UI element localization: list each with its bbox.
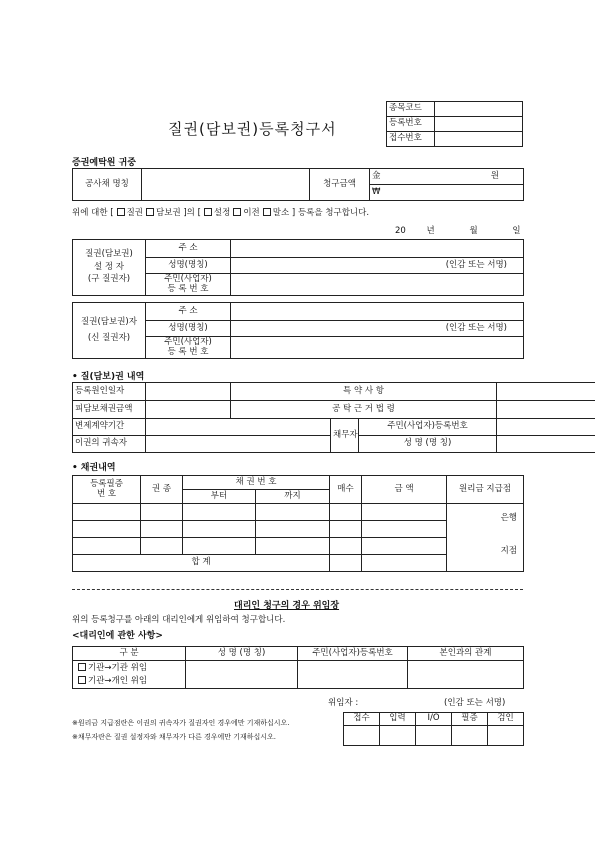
id-label-line: 주민(사업자) — [164, 337, 212, 348]
debtor-id-label: 주민(사업자)등록번호 — [359, 419, 497, 436]
cell[interactable] — [73, 504, 141, 521]
cell[interactable] — [330, 521, 362, 538]
pledgor-label — [73, 240, 146, 296]
pledgor-seal-label: (인감 또는 서명) — [445, 259, 507, 270]
pledgor-address-field[interactable] — [231, 240, 524, 258]
secured-amount-field[interactable] — [146, 401, 231, 419]
office-cell[interactable] — [344, 726, 380, 746]
pledgee-seal-label: (인감 또는 서명) — [445, 322, 507, 333]
pledgee-label — [73, 303, 146, 359]
amount-text-field[interactable] — [370, 169, 524, 185]
cell[interactable] — [256, 504, 330, 521]
cell[interactable] — [183, 521, 256, 538]
office-col-input: 입력 — [380, 713, 416, 726]
checkbox-security[interactable] — [146, 208, 154, 216]
cell[interactable] — [256, 521, 330, 538]
pledge-details-table — [72, 382, 595, 453]
to-header: 까지 — [256, 490, 330, 504]
checkbox-pledge[interactable] — [117, 208, 125, 216]
checkbox[interactable] — [78, 676, 86, 684]
coupon-owner-label: 이권의 귀속자 — [73, 436, 146, 453]
cell[interactable] — [73, 538, 141, 555]
office-col-cert: 필증 — [452, 713, 488, 726]
delegator-seal-label: (인감 또는 서명) — [444, 698, 506, 708]
amount-text-suffix: 원 — [490, 170, 499, 181]
debtor-label: 채무자 — [331, 419, 359, 453]
divider — [72, 589, 523, 590]
proxy-id-field[interactable] — [298, 661, 408, 689]
pledgor-address-label: 주 소 — [146, 240, 231, 258]
cell[interactable] — [362, 504, 447, 521]
office-cell[interactable] — [416, 726, 452, 746]
repay-period-label: 변제계약기간 — [73, 419, 146, 436]
deposit-law-label: 공 탁 근 거 법 령 — [231, 401, 497, 419]
proxy-col-type: 구 분 — [73, 647, 186, 661]
request-text: 위에 대한 [ — [72, 208, 114, 218]
cell[interactable] — [330, 538, 362, 555]
pay-place-field[interactable] — [447, 504, 524, 572]
date-month: 월 — [469, 226, 478, 236]
table-row — [73, 504, 524, 521]
pledgor-table — [72, 239, 524, 296]
office-cell[interactable] — [380, 726, 416, 746]
meta-table — [386, 101, 523, 147]
proxy-relation-field[interactable] — [408, 661, 524, 689]
pledgee-name-field[interactable] — [231, 321, 524, 337]
secured-amount-label: 피담보채권금액 — [73, 401, 146, 419]
reg-cert-no-header — [73, 476, 141, 504]
office-table — [343, 712, 524, 746]
pledgee-table — [72, 302, 524, 359]
pledge-section-title: • 질(담보)권 내역 — [72, 369, 144, 382]
header-line: 번 호 — [96, 488, 117, 499]
option-label: 담보권 — [156, 208, 181, 218]
cell[interactable] — [73, 521, 141, 538]
reg-cause-date-field[interactable] — [146, 383, 231, 401]
bank-label: 은행 — [500, 513, 518, 523]
office-cell[interactable] — [452, 726, 488, 746]
checkbox-transfer[interactable] — [233, 208, 241, 216]
option-label: 이전 — [243, 208, 260, 218]
meta-value-reg-no[interactable] — [435, 117, 523, 132]
office-col-stamp: 검인 — [488, 713, 524, 726]
amount-num-prefix: ₩ — [372, 186, 381, 197]
meta-label: 종목코드 — [387, 102, 435, 117]
repay-period-field[interactable] — [146, 419, 331, 436]
pledgee-address-label: 주 소 — [146, 303, 231, 321]
pledgee-name-label: 성명(명칭) — [146, 321, 231, 337]
date-day: 일 — [512, 226, 521, 236]
date-line — [395, 224, 521, 236]
request-text: ] 등록을 청구합니다. — [291, 208, 370, 218]
deposit-law-field[interactable] — [497, 401, 595, 419]
proxy-title: 대리인 청구의 경우 위임장 — [234, 601, 340, 611]
pledgor-label-line: 질권(담보권) — [85, 249, 133, 260]
pledgee-id-label — [146, 337, 231, 359]
amount-num-field[interactable] — [370, 185, 524, 201]
cell[interactable] — [362, 521, 447, 538]
bond-name-field[interactable] — [142, 169, 310, 201]
count-header: 매수 — [330, 476, 362, 504]
pledgee-address-field[interactable] — [231, 303, 524, 321]
option-label: 설정 — [213, 208, 231, 218]
debtor-name-label: 성 명 (명 칭) — [359, 436, 497, 453]
checkbox-cancel[interactable] — [263, 208, 271, 216]
pledgor-id-label — [146, 274, 231, 296]
proxy-subtitle: <대리인에 관한 사항> — [72, 631, 163, 641]
option-label: 질권 — [126, 208, 144, 218]
claim-amount-label: 청구금액 — [310, 169, 370, 201]
bond-no-header: 채 권 번 호 — [183, 476, 330, 490]
cell[interactable] — [141, 521, 183, 538]
pledgor-name-field[interactable] — [231, 258, 524, 274]
proxy-table — [72, 646, 524, 689]
date-year: 년 — [426, 226, 435, 236]
document-title: 질권(담보권)등록청구서 — [168, 120, 337, 138]
total-label: 합 계 — [73, 555, 330, 572]
cell[interactable] — [362, 538, 447, 555]
option-label: 기관→기관 위임 — [88, 663, 148, 674]
proxy-name-field[interactable] — [186, 661, 298, 689]
meta-label: 등록번호 — [387, 117, 435, 132]
pledgor-label-line: 설 정 자 — [93, 261, 125, 272]
meta-value-stock-code[interactable] — [435, 102, 523, 117]
coupon-owner-field[interactable] — [146, 436, 331, 453]
delegator-label: 위임자 : — [328, 698, 359, 708]
pledgee-label-line: 질권(담보권)자 — [81, 317, 137, 328]
id-label-line: 등 록 번 호 — [167, 346, 209, 357]
debtor-id-field[interactable] — [497, 419, 595, 436]
checkbox[interactable] — [78, 663, 86, 671]
note-2: ※채무자란은 질권 설정자와 채무자가 다른 경우에만 기재하십시오. — [72, 733, 277, 741]
pledgor-name-label: 성명(명칭) — [146, 258, 231, 274]
total-amount-field[interactable] — [362, 555, 447, 572]
bond-name-table — [72, 168, 524, 201]
header-line: 등록필증 — [90, 479, 123, 490]
option-label: 기관→개인 위임 — [88, 675, 148, 686]
pay-place-header: 원리금 지급점 — [447, 476, 524, 504]
proxy-option-org-org[interactable] — [75, 663, 183, 673]
amount-text-prefix: 金 — [372, 170, 381, 181]
pledgor-id-field[interactable] — [231, 274, 524, 296]
debtor-name-field[interactable] — [497, 436, 595, 453]
cell[interactable] — [141, 538, 183, 555]
proxy-col-name: 성 명 (명 칭) — [186, 647, 298, 661]
meta-value-receipt-no[interactable] — [435, 132, 523, 147]
option-label: 말소 — [272, 208, 290, 218]
note-1: ※원리금 지급점란은 이권의 귀속자가 질권자인 경우에만 기재하십시오. — [72, 719, 290, 727]
total-count-field[interactable] — [330, 555, 362, 572]
amount-header: 금 액 — [362, 476, 447, 504]
office-cell[interactable] — [488, 726, 524, 746]
cell[interactable] — [141, 504, 183, 521]
from-header: 부터 — [183, 490, 256, 504]
bond-section-title: • 채권내역 — [72, 460, 116, 473]
cell[interactable] — [183, 538, 256, 555]
reg-cause-date-label: 등록원인일자 — [73, 383, 146, 401]
proxy-option-org-person[interactable] — [75, 676, 183, 686]
cell[interactable] — [330, 504, 362, 521]
proxy-sentence: 위의 등록청구를 아래의 대리인에게 위임하여 청구합니다. — [72, 615, 286, 625]
bond-details-table — [72, 475, 524, 572]
proxy-col-relation: 본인과의 관계 — [408, 647, 524, 661]
office-col-receipt: 접수 — [344, 713, 380, 726]
id-label-line: 등 록 번 호 — [167, 283, 209, 294]
pledgee-id-field[interactable] — [231, 337, 524, 359]
depository-header: 증권예탁원 귀중 — [72, 158, 136, 168]
id-label-line: 주민(사업자) — [164, 274, 212, 285]
meta-label: 접수번호 — [387, 132, 435, 147]
kind-header: 권 종 — [141, 476, 183, 504]
proxy-col-id: 주민(사업자)등록번호 — [298, 647, 408, 661]
date-year-prefix: 20 — [395, 226, 406, 236]
special-terms-label: 특 약 사 항 — [231, 383, 497, 401]
pledgee-label-line: (신 질권자) — [87, 332, 131, 343]
pledgor-label-line: (구 질권자) — [87, 274, 131, 285]
special-terms-field[interactable] — [497, 383, 595, 401]
proxy-type-options — [73, 661, 186, 689]
office-col-io: I/O — [416, 713, 452, 726]
bond-name-label: 공사채 명칭 — [73, 169, 142, 201]
checkbox-establish[interactable] — [204, 208, 212, 216]
request-text: ]의 [ — [183, 208, 201, 218]
cell[interactable] — [256, 538, 330, 555]
request-sentence — [72, 206, 369, 218]
cell[interactable] — [183, 504, 256, 521]
branch-label: 지점 — [500, 546, 518, 557]
